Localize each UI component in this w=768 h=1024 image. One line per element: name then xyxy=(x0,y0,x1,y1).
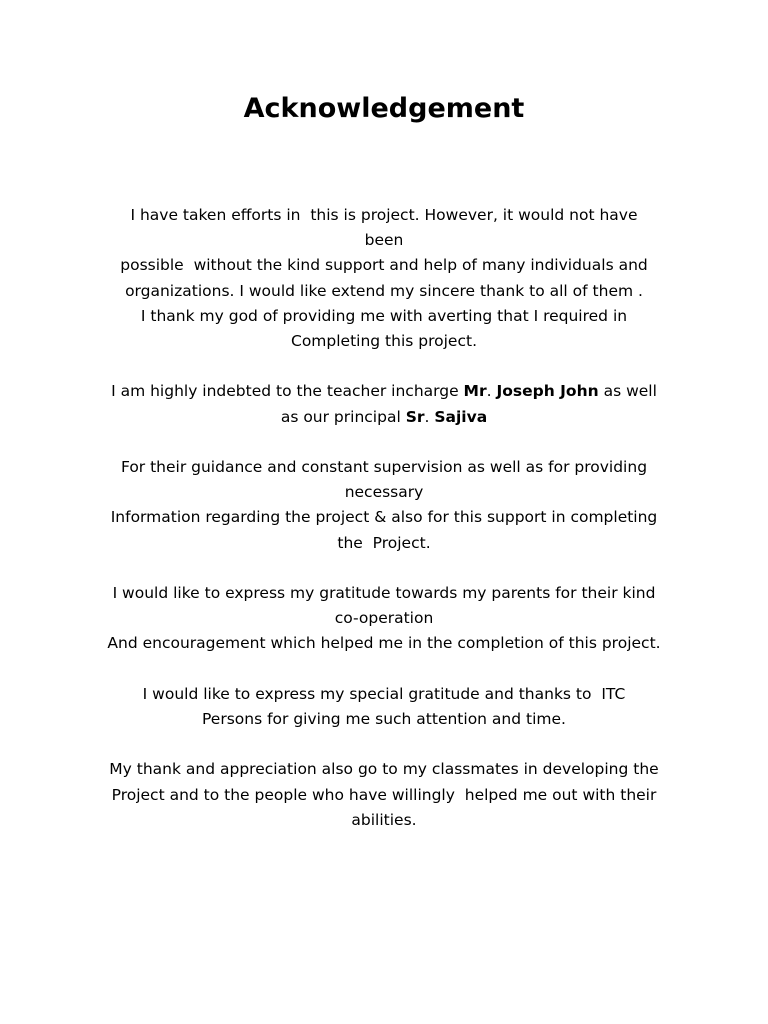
text-segment: . xyxy=(424,407,435,426)
text-segment: . xyxy=(486,382,497,401)
text-line: I thank my god of providing me with averting that I required in xyxy=(140,306,628,325)
text-line: My thank and appreciation also go to my classmates in developing the xyxy=(109,760,659,779)
text-line: abilities. xyxy=(351,810,417,829)
text-line: possible without the kind support and help of many individuals and xyxy=(120,256,648,275)
text-line: organizations. I would like extend my sincere thank to all of them . xyxy=(125,281,643,300)
text-line: Persons for giving me such attention and time. xyxy=(202,710,566,728)
principal-name: Sajiva xyxy=(434,407,488,426)
principal-title: Sr xyxy=(405,407,425,426)
paragraph-teacher xyxy=(60,379,708,429)
text-line xyxy=(60,379,708,404)
teacher-title: Mr xyxy=(463,382,487,401)
text-line: And encouragement which helped me in the completion of this project. xyxy=(107,634,661,653)
paragraph-itc xyxy=(60,682,708,732)
text-segment: as well xyxy=(598,382,657,401)
text-line: Information regarding the project & also for this support in completing xyxy=(110,508,658,527)
text-line: I have taken efforts in this is project. However, it would not have xyxy=(130,206,638,224)
text-line xyxy=(60,405,708,430)
teacher-name: Joseph John xyxy=(496,382,599,401)
text-segment: as our principal xyxy=(280,407,406,426)
paragraph-parents xyxy=(60,581,708,657)
text-line: co-operation xyxy=(334,609,434,628)
text-segment: I am highly indebted to the teacher incharge xyxy=(111,382,464,401)
text-line: necessary xyxy=(344,483,424,502)
paragraph-efforts xyxy=(60,203,708,354)
page-title: Acknowledgement xyxy=(243,93,525,124)
text-line: been xyxy=(364,231,404,250)
paragraph-classmates xyxy=(60,757,708,833)
text-line: I would like to express my gratitude towards my parents for their kind xyxy=(112,584,656,602)
text-line: Completing this project. xyxy=(291,332,477,351)
text-line: the Project. xyxy=(337,533,431,552)
paragraph-guidance xyxy=(60,455,708,556)
text-line: I would like to express my special gratitude and thanks to ITC xyxy=(142,684,626,703)
text-line: For their guidance and constant supervision as well as for providing xyxy=(120,458,648,476)
text-line: Project and to the people who have willingly helped me out with their xyxy=(111,785,657,804)
acknowledgement-body xyxy=(60,203,708,858)
